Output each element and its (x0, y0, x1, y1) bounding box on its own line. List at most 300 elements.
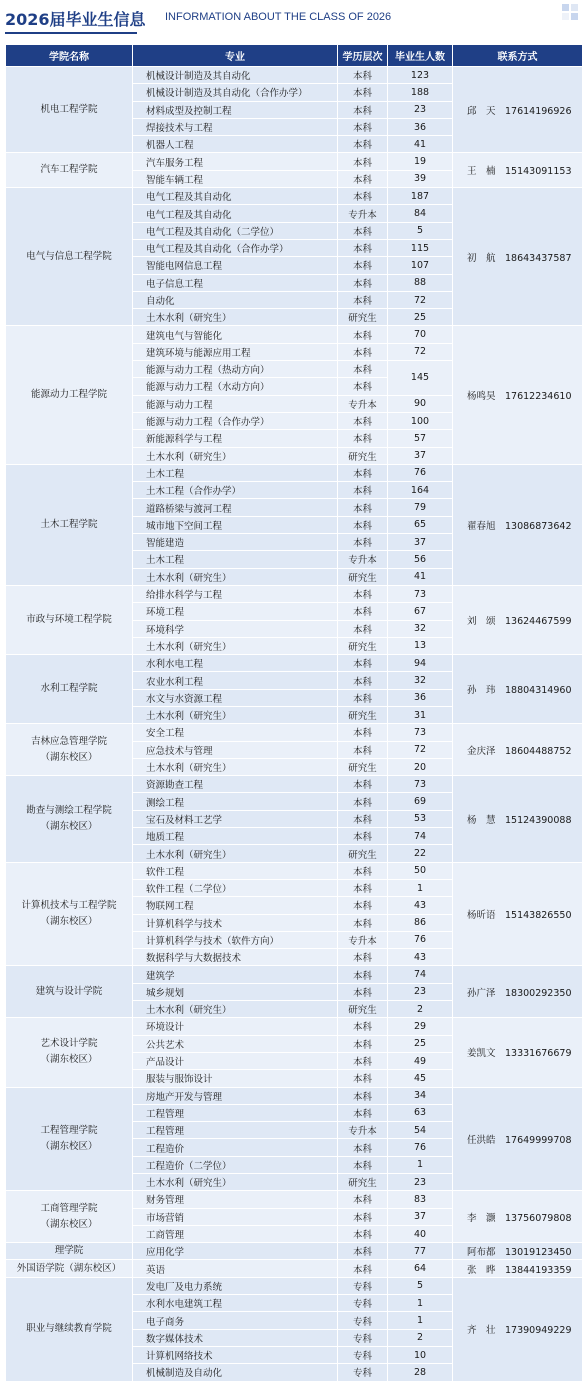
table-row (6, 776, 583, 793)
graduate-count-cell: 53 (388, 810, 453, 827)
degree-level-cell: 专升本 (338, 395, 388, 412)
graduate-count-cell: 73 (388, 776, 453, 793)
college-name: 勘查与测绘工程学院 (26, 804, 112, 816)
degree-level-cell: 本科 (338, 516, 388, 533)
graduate-count-cell: 28 (388, 1364, 453, 1381)
graduate-count-cell: 5 (388, 1277, 453, 1294)
major-cell: 计算机科学与技术 (133, 914, 338, 931)
page-header (0, 0, 588, 40)
degree-level-cell: 本科 (338, 101, 388, 118)
graduate-count-cell: 34 (388, 1087, 453, 1104)
contact-phone: 15143826550 (505, 910, 572, 922)
major-cell: 电气工程及其自动化 (133, 188, 338, 205)
college-name-cell (6, 1087, 133, 1191)
graduate-count-cell: 74 (388, 966, 453, 983)
graduate-count-cell: 187 (388, 188, 453, 205)
graduate-count-cell: 57 (388, 430, 453, 447)
graduate-count-cell: 100 (388, 412, 453, 429)
column-header: 学历层次 (338, 45, 388, 67)
graduate-count-cell: 19 (388, 153, 453, 170)
table-row (6, 188, 583, 205)
major-cell: 软件工程 (133, 862, 338, 879)
college-name: 水利工程学院 (40, 683, 98, 695)
graduate-count-cell: 90 (388, 395, 453, 412)
college-name: 电气与信息工程学院 (26, 250, 112, 262)
degree-level-cell: 专科 (338, 1346, 388, 1363)
degree-level-cell: 专升本 (338, 551, 388, 568)
major-cell: 土木水利（研究生） (133, 845, 338, 862)
college-name: （湖东校区） (40, 751, 98, 763)
college-name: 土木工程学院 (40, 518, 98, 530)
college-name: （湖东校区） (40, 820, 98, 832)
degree-level-cell: 本科 (338, 430, 388, 447)
graduate-count-cell: 25 (388, 1035, 453, 1052)
graduate-count-cell: 76 (388, 464, 453, 481)
college-name-cell (6, 966, 133, 1018)
graduate-count-cell: 37 (388, 447, 453, 464)
graduate-count-cell: 69 (388, 793, 453, 810)
contact-cell (453, 724, 583, 776)
major-cell: 水利水电建筑工程 (133, 1295, 338, 1312)
contact-name: 齐 壮 (467, 1325, 496, 1337)
major-cell: 农业水利工程 (133, 672, 338, 689)
degree-level-cell: 本科 (338, 810, 388, 827)
major-cell: 计算机网络技术 (133, 1346, 338, 1363)
graduate-count-cell: 188 (388, 84, 453, 101)
contact-cell (453, 1191, 583, 1243)
contact-cell (453, 1018, 583, 1087)
major-cell: 给排水科学与工程 (133, 585, 338, 602)
title-underline (5, 32, 137, 34)
graduate-count-cell: 1 (388, 1312, 453, 1329)
degree-level-cell: 本科 (338, 257, 388, 274)
contact-phone: 18643437587 (505, 252, 572, 264)
major-cell: 城市地下空间工程 (133, 516, 338, 533)
major-cell: 土木工程 (133, 551, 338, 568)
college-name-cell (6, 1191, 133, 1243)
major-cell: 能源与动力工程 (133, 395, 338, 412)
graduate-count-cell: 23 (388, 101, 453, 118)
degree-level-cell: 专科 (338, 1329, 388, 1346)
major-cell: 工商管理 (133, 1225, 338, 1242)
contact-name: 邱 天 (467, 105, 496, 117)
major-cell: 自动化 (133, 291, 338, 308)
degree-level-cell: 本科 (338, 983, 388, 1000)
major-cell: 新能源科学与工程 (133, 430, 338, 447)
contact-name: 杨鸣昊 (467, 391, 496, 403)
degree-level-cell: 本科 (338, 378, 388, 395)
contact-cell (453, 153, 583, 188)
graduate-count-cell: 76 (388, 931, 453, 948)
graduate-count-cell: 32 (388, 672, 453, 689)
table-row (6, 464, 583, 481)
degree-level-cell: 本科 (338, 482, 388, 499)
graduate-count-cell: 63 (388, 1104, 453, 1121)
contact-name: 翟春旭 (467, 520, 496, 532)
degree-level-cell: 本科 (338, 170, 388, 187)
degree-level-cell: 本科 (338, 741, 388, 758)
major-cell: 机器人工程 (133, 136, 338, 153)
major-cell: 土木水利（研究生） (133, 309, 338, 326)
contact-phone: 13331676679 (505, 1048, 572, 1060)
degree-level-cell: 本科 (338, 136, 388, 153)
graduate-count-cell: 36 (388, 689, 453, 706)
table-row (6, 966, 583, 983)
major-cell: 电气工程及其自动化 (133, 205, 338, 222)
table-row (6, 655, 583, 672)
degree-level-cell: 本科 (338, 1087, 388, 1104)
college-name-cell (6, 724, 133, 776)
graduate-count-cell: 23 (388, 983, 453, 1000)
major-cell: 工程造价（二学位） (133, 1156, 338, 1173)
graduate-count-cell: 76 (388, 1139, 453, 1156)
contact-cell (453, 1277, 583, 1381)
graduate-count-cell: 31 (388, 706, 453, 723)
degree-level-cell: 研究生 (338, 447, 388, 464)
graduate-count-cell: 145 (388, 361, 453, 396)
graduate-count-cell: 73 (388, 585, 453, 602)
major-cell: 计算机科学与技术（软件方向） (133, 931, 338, 948)
degree-level-cell: 本科 (338, 1070, 388, 1087)
college-name: 市政与环境工程学院 (26, 614, 112, 625)
page-title: 2026届毕业生信息 (5, 10, 146, 29)
contact-name: 刘 颂 (467, 616, 496, 627)
college-name-cell (6, 862, 133, 966)
degree-level-cell: 本科 (338, 966, 388, 983)
contact-phone: 13624467599 (505, 616, 572, 627)
graduate-count-cell: 13 (388, 637, 453, 654)
graduate-count-cell: 39 (388, 170, 453, 187)
graduate-count-cell: 72 (388, 741, 453, 758)
major-cell: 水利水电工程 (133, 655, 338, 672)
major-cell: 市场营销 (133, 1208, 338, 1225)
graduate-count-cell: 25 (388, 309, 453, 326)
contact-name: 杨昕语 (467, 910, 496, 922)
major-cell: 水文与水资源工程 (133, 689, 338, 706)
contact-cell (453, 585, 583, 654)
graduate-count-cell: 43 (388, 897, 453, 914)
contact-name: 姜凯文 (467, 1048, 496, 1060)
major-cell: 环境设计 (133, 1018, 338, 1035)
college-name: 外国语学院（湖东校区） (16, 1262, 122, 1274)
major-cell: 土木水利（研究生） (133, 1174, 338, 1191)
college-name: 艺术设计学院 (40, 1038, 98, 1050)
table-row (6, 326, 583, 343)
college-name-cell (6, 776, 133, 862)
contact-phone: 17649999708 (505, 1134, 572, 1146)
major-cell: 土木水利（研究生） (133, 706, 338, 723)
graduate-count-cell: 45 (388, 1070, 453, 1087)
degree-level-cell: 本科 (338, 949, 388, 966)
degree-level-cell: 本科 (338, 222, 388, 239)
degree-level-cell: 本科 (338, 879, 388, 896)
contact-phone: 18604488752 (505, 745, 572, 757)
college-name-cell (6, 655, 133, 724)
graduate-count-cell: 56 (388, 551, 453, 568)
major-cell: 宝石及材料工艺学 (133, 810, 338, 827)
major-cell: 工程造价 (133, 1139, 338, 1156)
degree-level-cell: 研究生 (338, 845, 388, 862)
column-header: 毕业生人数 (388, 45, 453, 67)
degree-level-cell: 本科 (338, 724, 388, 741)
graduate-count-cell: 23 (388, 1174, 453, 1191)
major-cell: 能源与动力工程（合作办学） (133, 412, 338, 429)
graduate-count-cell: 164 (388, 482, 453, 499)
major-cell: 电子商务 (133, 1312, 338, 1329)
degree-level-cell: 本科 (338, 1018, 388, 1035)
graduate-count-cell: 115 (388, 239, 453, 256)
graduate-count-cell: 65 (388, 516, 453, 533)
graduate-count-cell: 29 (388, 1018, 453, 1035)
graduate-count-cell: 77 (388, 1243, 453, 1260)
degree-level-cell: 研究生 (338, 758, 388, 775)
major-cell: 土木工程（合作办学） (133, 482, 338, 499)
contact-name: 李 灏 (467, 1212, 496, 1224)
major-cell: 数字媒体技术 (133, 1329, 338, 1346)
contact-cell (453, 188, 583, 326)
degree-level-cell: 专科 (338, 1277, 388, 1294)
college-name: 工程管理学院 (40, 1124, 98, 1136)
major-cell: 智能车辆工程 (133, 170, 338, 187)
degree-level-cell: 专升本 (338, 1122, 388, 1139)
degree-level-cell: 本科 (338, 585, 388, 602)
major-cell: 测绘工程 (133, 793, 338, 810)
degree-level-cell: 本科 (338, 1208, 388, 1225)
major-cell: 土木水利（研究生） (133, 447, 338, 464)
degree-level-cell: 本科 (338, 620, 388, 637)
graduate-count-cell: 107 (388, 257, 453, 274)
college-name-cell (6, 1260, 133, 1277)
degree-level-cell: 研究生 (338, 706, 388, 723)
graduate-count-cell: 41 (388, 136, 453, 153)
college-name: 汽车工程学院 (40, 164, 98, 176)
contact-phone: 15124390088 (505, 814, 572, 826)
college-name: 机电工程学院 (40, 103, 98, 115)
degree-level-cell: 本科 (338, 1260, 388, 1277)
degree-level-cell: 本科 (338, 1225, 388, 1242)
contact-cell (453, 655, 583, 724)
major-cell: 土木水利（研究生） (133, 1001, 338, 1018)
degree-level-cell: 研究生 (338, 637, 388, 654)
table-row (6, 585, 583, 602)
graduate-count-cell: 64 (388, 1260, 453, 1277)
contact-cell (453, 1087, 583, 1191)
major-cell: 工程管理 (133, 1104, 338, 1121)
graduate-count-cell: 1 (388, 879, 453, 896)
graduate-count-cell: 20 (388, 758, 453, 775)
major-cell: 机械制造及自动化 (133, 1364, 338, 1381)
contact-name: 张 晔 (467, 1264, 496, 1276)
college-name-cell (6, 1243, 133, 1260)
contact-cell (453, 326, 583, 464)
major-cell: 安全工程 (133, 724, 338, 741)
major-cell: 焊接技术与工程 (133, 118, 338, 135)
graduate-count-cell: 37 (388, 1208, 453, 1225)
degree-level-cell: 本科 (338, 655, 388, 672)
contact-cell (453, 1243, 583, 1260)
graduate-count-cell: 2 (388, 1329, 453, 1346)
degree-level-cell: 本科 (338, 828, 388, 845)
major-cell: 环境科学 (133, 620, 338, 637)
column-header: 学院名称 (6, 45, 133, 67)
college-name: （湖东校区） (40, 1140, 98, 1152)
graduate-count-cell: 5 (388, 222, 453, 239)
contact-phone: 13019123450 (505, 1247, 572, 1259)
college-name-cell (6, 188, 133, 326)
degree-level-cell: 本科 (338, 914, 388, 931)
column-header: 专业 (133, 45, 338, 67)
degree-level-cell: 本科 (338, 1156, 388, 1173)
major-cell: 智能电网信息工程 (133, 257, 338, 274)
major-cell: 能源与动力工程（水动方向） (133, 378, 338, 395)
college-name: 能源动力工程学院 (30, 389, 107, 401)
major-cell: 物联网工程 (133, 897, 338, 914)
contact-name: 孙 玮 (467, 685, 496, 697)
major-cell: 电子信息工程 (133, 274, 338, 291)
contact-phone: 18300292350 (505, 987, 572, 999)
table-row (6, 1018, 583, 1035)
degree-level-cell: 专升本 (338, 931, 388, 948)
major-cell: 应用化学 (133, 1243, 338, 1260)
college-name-cell (6, 585, 133, 654)
graduate-count-cell: 43 (388, 949, 453, 966)
contact-phone: 13756079808 (505, 1212, 572, 1224)
graduate-count-cell: 94 (388, 655, 453, 672)
major-cell: 土木水利（研究生） (133, 637, 338, 654)
contact-phone: 15143091153 (505, 166, 572, 178)
major-cell: 材料成型及控制工程 (133, 101, 338, 118)
graduate-count-cell: 74 (388, 828, 453, 845)
table-row (6, 1243, 583, 1260)
contact-cell (453, 776, 583, 862)
college-name: 吉林应急管理学院 (30, 735, 107, 747)
graduate-count-cell: 1 (388, 1156, 453, 1173)
college-name: 工商管理学院 (40, 1202, 98, 1214)
contact-phone: 17614196926 (505, 105, 572, 117)
major-cell: 建筑学 (133, 966, 338, 983)
degree-level-cell: 本科 (338, 603, 388, 620)
graduate-count-cell: 54 (388, 1122, 453, 1139)
major-cell: 道路桥梁与渡河工程 (133, 499, 338, 516)
degree-level-cell: 本科 (338, 897, 388, 914)
graduate-count-cell: 49 (388, 1052, 453, 1069)
degree-level-cell: 专科 (338, 1295, 388, 1312)
contact-name: 初 航 (467, 252, 496, 264)
major-cell: 土木水利（研究生） (133, 758, 338, 775)
contact-phone: 13086873642 (505, 520, 572, 532)
college-name-cell (6, 1277, 133, 1381)
college-name-cell (6, 1018, 133, 1087)
graduate-count-cell: 36 (388, 118, 453, 135)
table-row (6, 153, 583, 170)
graduate-count-cell: 72 (388, 291, 453, 308)
column-header: 联系方式 (453, 45, 583, 67)
graduate-count-cell: 10 (388, 1346, 453, 1363)
major-cell: 汽车服务工程 (133, 153, 338, 170)
table-row (6, 1277, 583, 1294)
major-cell: 建筑电气与智能化 (133, 326, 338, 343)
graduate-count-cell: 50 (388, 862, 453, 879)
contact-cell (453, 67, 583, 153)
table-row (6, 1260, 583, 1277)
major-cell: 软件工程（二学位） (133, 879, 338, 896)
degree-level-cell: 本科 (338, 291, 388, 308)
graduate-count-cell: 67 (388, 603, 453, 620)
degree-level-cell: 本科 (338, 499, 388, 516)
major-cell: 环境工程 (133, 603, 338, 620)
degree-level-cell: 研究生 (338, 568, 388, 585)
degree-level-cell: 本科 (338, 464, 388, 481)
degree-level-cell: 本科 (338, 793, 388, 810)
graduate-count-cell: 73 (388, 724, 453, 741)
degree-level-cell: 本科 (338, 343, 388, 360)
graduate-count-cell: 32 (388, 620, 453, 637)
graduate-count-cell: 83 (388, 1191, 453, 1208)
major-cell: 发电厂及电力系统 (133, 1277, 338, 1294)
contact-cell (453, 862, 583, 966)
degree-level-cell: 本科 (338, 326, 388, 343)
major-cell: 服装与服饰设计 (133, 1070, 338, 1087)
contact-phone: 13844193359 (505, 1264, 572, 1276)
degree-level-cell: 专升本 (338, 205, 388, 222)
degree-level-cell: 本科 (338, 118, 388, 135)
major-cell: 应急技术与管理 (133, 741, 338, 758)
major-cell: 财务管理 (133, 1191, 338, 1208)
degree-level-cell: 专科 (338, 1312, 388, 1329)
graduate-count-cell: 70 (388, 326, 453, 343)
major-cell: 公共艺术 (133, 1035, 338, 1052)
contact-name: 杨 慧 (467, 814, 496, 826)
degree-level-cell: 研究生 (338, 1174, 388, 1191)
major-cell: 工程管理 (133, 1122, 338, 1139)
table-header-row (6, 45, 583, 67)
major-cell: 能源与动力工程（热动方向） (133, 361, 338, 378)
graduate-count-cell: 72 (388, 343, 453, 360)
degree-level-cell: 本科 (338, 1104, 388, 1121)
major-cell: 智能建造 (133, 534, 338, 551)
degree-level-cell: 本科 (338, 1035, 388, 1052)
college-name-cell (6, 67, 133, 153)
major-cell: 建筑环境与能源应用工程 (133, 343, 338, 360)
degree-level-cell: 本科 (338, 153, 388, 170)
major-cell: 电气工程及其自动化（合作办学） (133, 239, 338, 256)
graduate-count-cell: 41 (388, 568, 453, 585)
contact-name: 孙广泽 (467, 987, 496, 999)
table-row (6, 862, 583, 879)
degree-level-cell: 研究生 (338, 1001, 388, 1018)
contact-name: 任洪皓 (467, 1134, 496, 1146)
college-name-cell (6, 464, 133, 585)
degree-level-cell: 本科 (338, 274, 388, 291)
contact-cell (453, 1260, 583, 1277)
table-row (6, 1191, 583, 1208)
contact-name: 阿布都 (467, 1247, 496, 1259)
graduate-count-cell: 79 (388, 499, 453, 516)
major-cell: 城乡规划 (133, 983, 338, 1000)
graduate-table (5, 44, 583, 1382)
table-row (6, 1087, 583, 1104)
contact-cell (453, 966, 583, 1018)
college-name: 职业与继续教育学院 (26, 1323, 112, 1335)
degree-level-cell: 本科 (338, 412, 388, 429)
graduate-count-cell: 22 (388, 845, 453, 862)
college-name: （湖东校区） (40, 1218, 98, 1230)
degree-level-cell: 本科 (338, 689, 388, 706)
graduate-count-cell: 88 (388, 274, 453, 291)
college-name-cell (6, 153, 133, 188)
college-name: （湖东校区） (40, 916, 98, 928)
college-name-cell (6, 326, 133, 464)
